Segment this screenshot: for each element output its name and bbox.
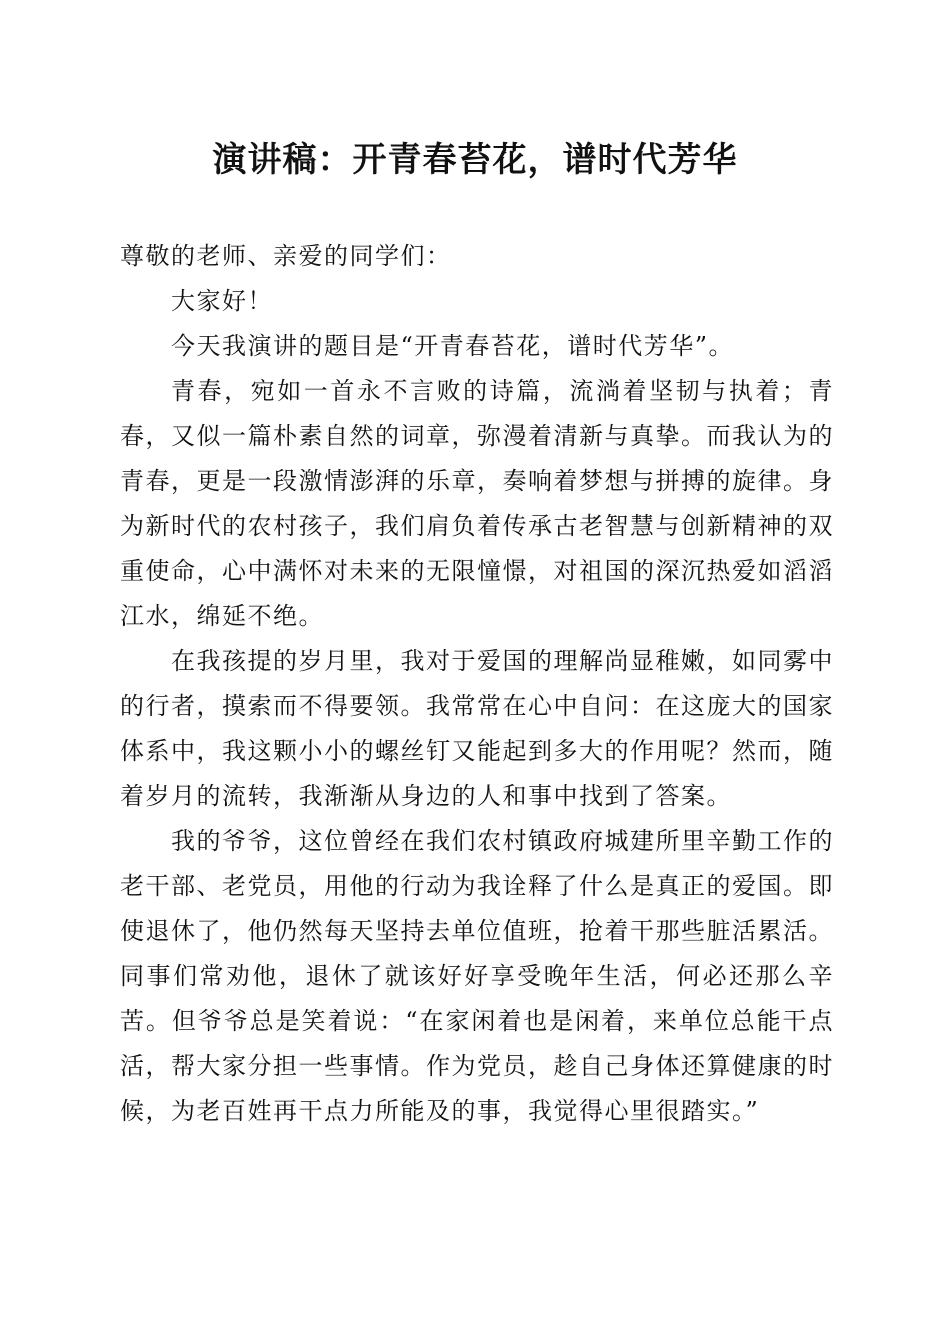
paragraph-topic: 今天我演讲的题目是“开青春苔花，谱时代芳华”。 xyxy=(171,332,735,360)
paragraph-greeting: 大家好！ xyxy=(171,287,273,315)
paragraph-childhood: 在我孩提的岁月里，我对于爱国的理解尚显稚嫩，如同雾中的行者，摸索而不得要领。我常常在心中自问：在这庞大的国家体系中，我这颗小小的螺丝钉又能起到多大的作用呢？然而，随着岁月的流转，我渐渐从身边的人和事中找到了答案。 xyxy=(120,647,834,810)
paragraph-youth: 青春，宛如一首永不言败的诗篇，流淌着坚韧与执着；青春，又似一篇朴素自然的词章，弥漫着清新与真挚。而我认为的青春，更是一段激情澎湃的乐章，奏响着梦想与拼搏的旋律。身为新时代的农村孩子，我们肩负着传承古老智慧与创新精神的双重使命，心中满怀对未来的无限憧憬，对祖国的深沉热爱如滔滔江水，绵延不绝。 xyxy=(120,377,834,630)
document-body xyxy=(120,234,834,1134)
paragraph-grandfather: 我的爷爷，这位曾经在我们农村镇政府城建所里辛勤工作的老干部、老党员，用他的行动为我诠释了什么是真正的爱国。即使退休了，他仍然每天坚持去单位值班，抢着干那些脏活累活。同事们常劝他，退休了就该好好享受晚年生活，何必还那么辛苦。但爷爷总是笑着说：“在家闲着也是闲着，来单位总能干点活，帮大家分担一些事情。作为党员，趁自己身体还算健康的时候，为老百姓再干点力所能及的事，我觉得心里很踏实。” xyxy=(120,827,834,1125)
document-title: 演讲稿：开青春苔花，谱时代芳华 xyxy=(212,140,738,180)
salutation: 尊敬的老师、亲爱的同学们： xyxy=(120,242,452,270)
